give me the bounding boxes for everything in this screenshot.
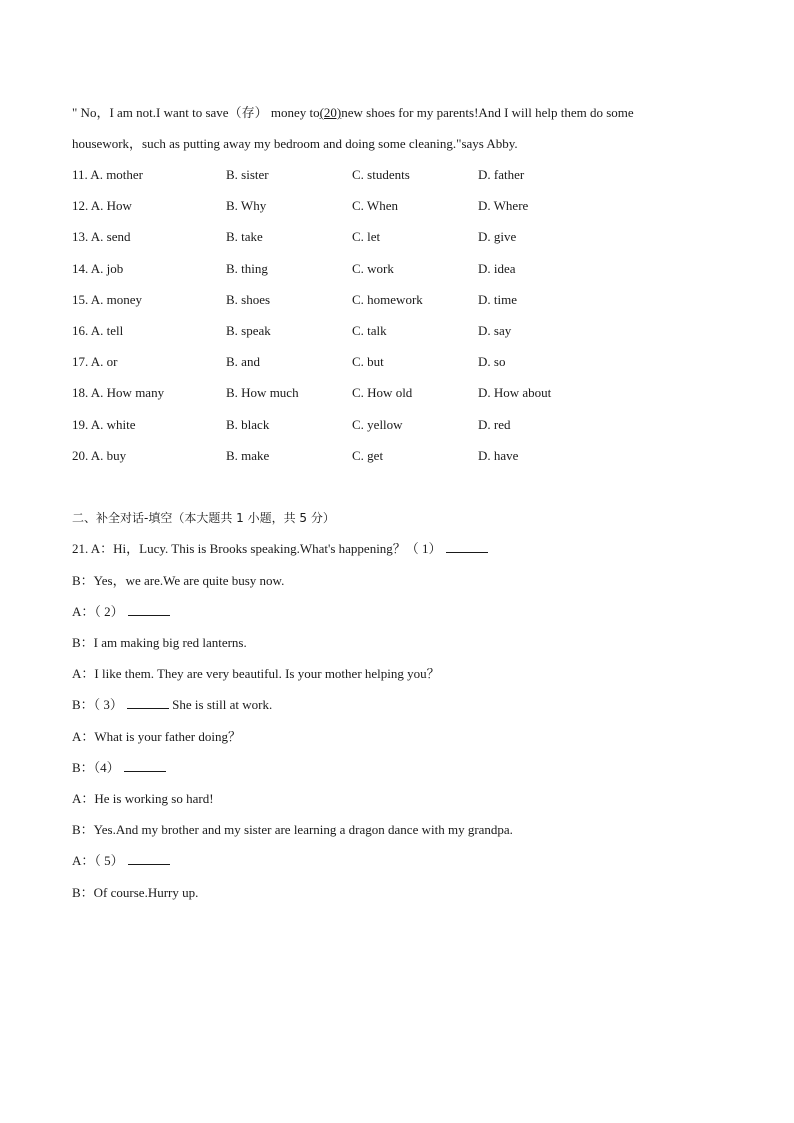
option-c: C. let (352, 229, 381, 244)
dialogue-text: A：（ 2） (72, 604, 124, 619)
option-d: D. have (478, 448, 519, 463)
dialogue-text: B：（ 3） (72, 697, 123, 712)
option-d: D. father (478, 167, 525, 182)
option-a: 20. A. buy (72, 448, 127, 463)
option-b: B. black (226, 417, 270, 432)
option-a: 13. A. send (72, 229, 131, 244)
answer-blank[interactable] (128, 603, 170, 616)
option-d: D. so (478, 354, 506, 369)
passage-line-1-end: new shoes for my parents!And I will help them do some (341, 105, 634, 120)
dialogue-text: A：（ 5） (72, 853, 124, 868)
option-d: D. How about (478, 385, 552, 400)
dialogue-line (72, 634, 247, 652)
option-b: B. speak (226, 323, 271, 338)
dialogue-line (72, 603, 170, 621)
dialogue-line (72, 790, 214, 808)
passage-line-2: housework，such as putting away my bedroom and doing some cleaning."says Abby. (72, 136, 518, 151)
option-d: D. say (478, 323, 512, 338)
dialogue-text: A：What is your father doing？ (72, 729, 241, 744)
option-d: D. give (478, 229, 517, 244)
dialogue-text: 21. A：Hi，Lucy. This is Brooks speaking.What's happening？（ 1） (72, 541, 442, 556)
option-row (72, 353, 722, 371)
dialogue-line (72, 696, 272, 714)
dialogue-line (72, 728, 241, 746)
dialogue-text: B：I am making big red lanterns. (72, 635, 247, 650)
option-a: 18. A. How many (72, 385, 165, 400)
dialogue-line (72, 759, 166, 777)
section-2-title: 二、补全对话-填空（本大题共 1 小题，共 5 分） (72, 511, 335, 525)
option-a: 12. A. How (72, 198, 132, 213)
dialogue-text: B：Of course.Hurry up. (72, 885, 199, 900)
passage-line-1-start: " No，I am not.I want to save（存） money to (72, 105, 320, 120)
option-c: C. work (352, 261, 394, 276)
option-d: D. red (478, 417, 511, 432)
option-c: C. get (352, 448, 384, 463)
answer-blank[interactable] (446, 540, 488, 553)
option-c: C. talk (352, 323, 387, 338)
option-b: B. How much (226, 385, 299, 400)
option-c: C. How old (352, 385, 413, 400)
dialogue-line (72, 821, 513, 839)
option-row (72, 322, 722, 340)
option-d: D. idea (478, 261, 516, 276)
answer-blank[interactable] (128, 852, 170, 865)
dialogue-line (72, 884, 198, 902)
option-a: 17. A. or (72, 354, 118, 369)
answer-blank[interactable] (127, 696, 169, 709)
option-b: B. shoes (226, 292, 271, 307)
option-a: 11. A. mother (72, 167, 144, 182)
option-a: 15. A. money (72, 292, 143, 307)
option-row (72, 197, 722, 215)
option-c: C. When (352, 198, 398, 213)
option-row (72, 166, 722, 184)
option-b: B. and (226, 354, 260, 369)
dialogue-text: A：I like them. They are very beautiful. Is your mother helping you？ (72, 666, 440, 681)
answer-blank[interactable] (124, 759, 166, 772)
option-b: B. thing (226, 261, 268, 276)
option-b: B. make (226, 448, 270, 463)
dialogue-line (72, 665, 440, 683)
option-c: C. but (352, 354, 384, 369)
dialogue-line (72, 852, 170, 870)
option-c: C. homework (352, 292, 423, 307)
option-b: B. sister (226, 167, 269, 182)
option-row (72, 447, 722, 465)
passage-line-1 (72, 104, 634, 122)
dialogue-text: A：He is working so hard! (72, 791, 214, 806)
dialogue-text: B：Yes.And my brother and my sister are learning a dragon dance with my grandpa. (72, 822, 513, 837)
option-a: 14. A. job (72, 261, 124, 276)
option-d: D. time (478, 292, 517, 307)
option-row (72, 384, 722, 402)
option-c: C. yellow (352, 417, 403, 432)
option-a: 19. A. white (72, 417, 136, 432)
option-row (72, 228, 722, 246)
option-b: B. Why (226, 198, 267, 213)
dialogue-line (72, 540, 488, 558)
dialogue-line (72, 572, 284, 590)
option-c: C. students (352, 167, 410, 182)
blank-20: (20) (319, 105, 342, 120)
dialogue-text: B：（4） (72, 760, 120, 775)
option-a: 16. A. tell (72, 323, 124, 338)
option-b: B. take (226, 229, 263, 244)
dialogue-text-after: She is still at work. (172, 697, 273, 712)
option-row (72, 291, 722, 309)
option-row (72, 260, 722, 278)
option-d: D. Where (478, 198, 529, 213)
option-row (72, 416, 722, 434)
dialogue-text: B：Yes，we are.We are quite busy now. (72, 573, 285, 588)
